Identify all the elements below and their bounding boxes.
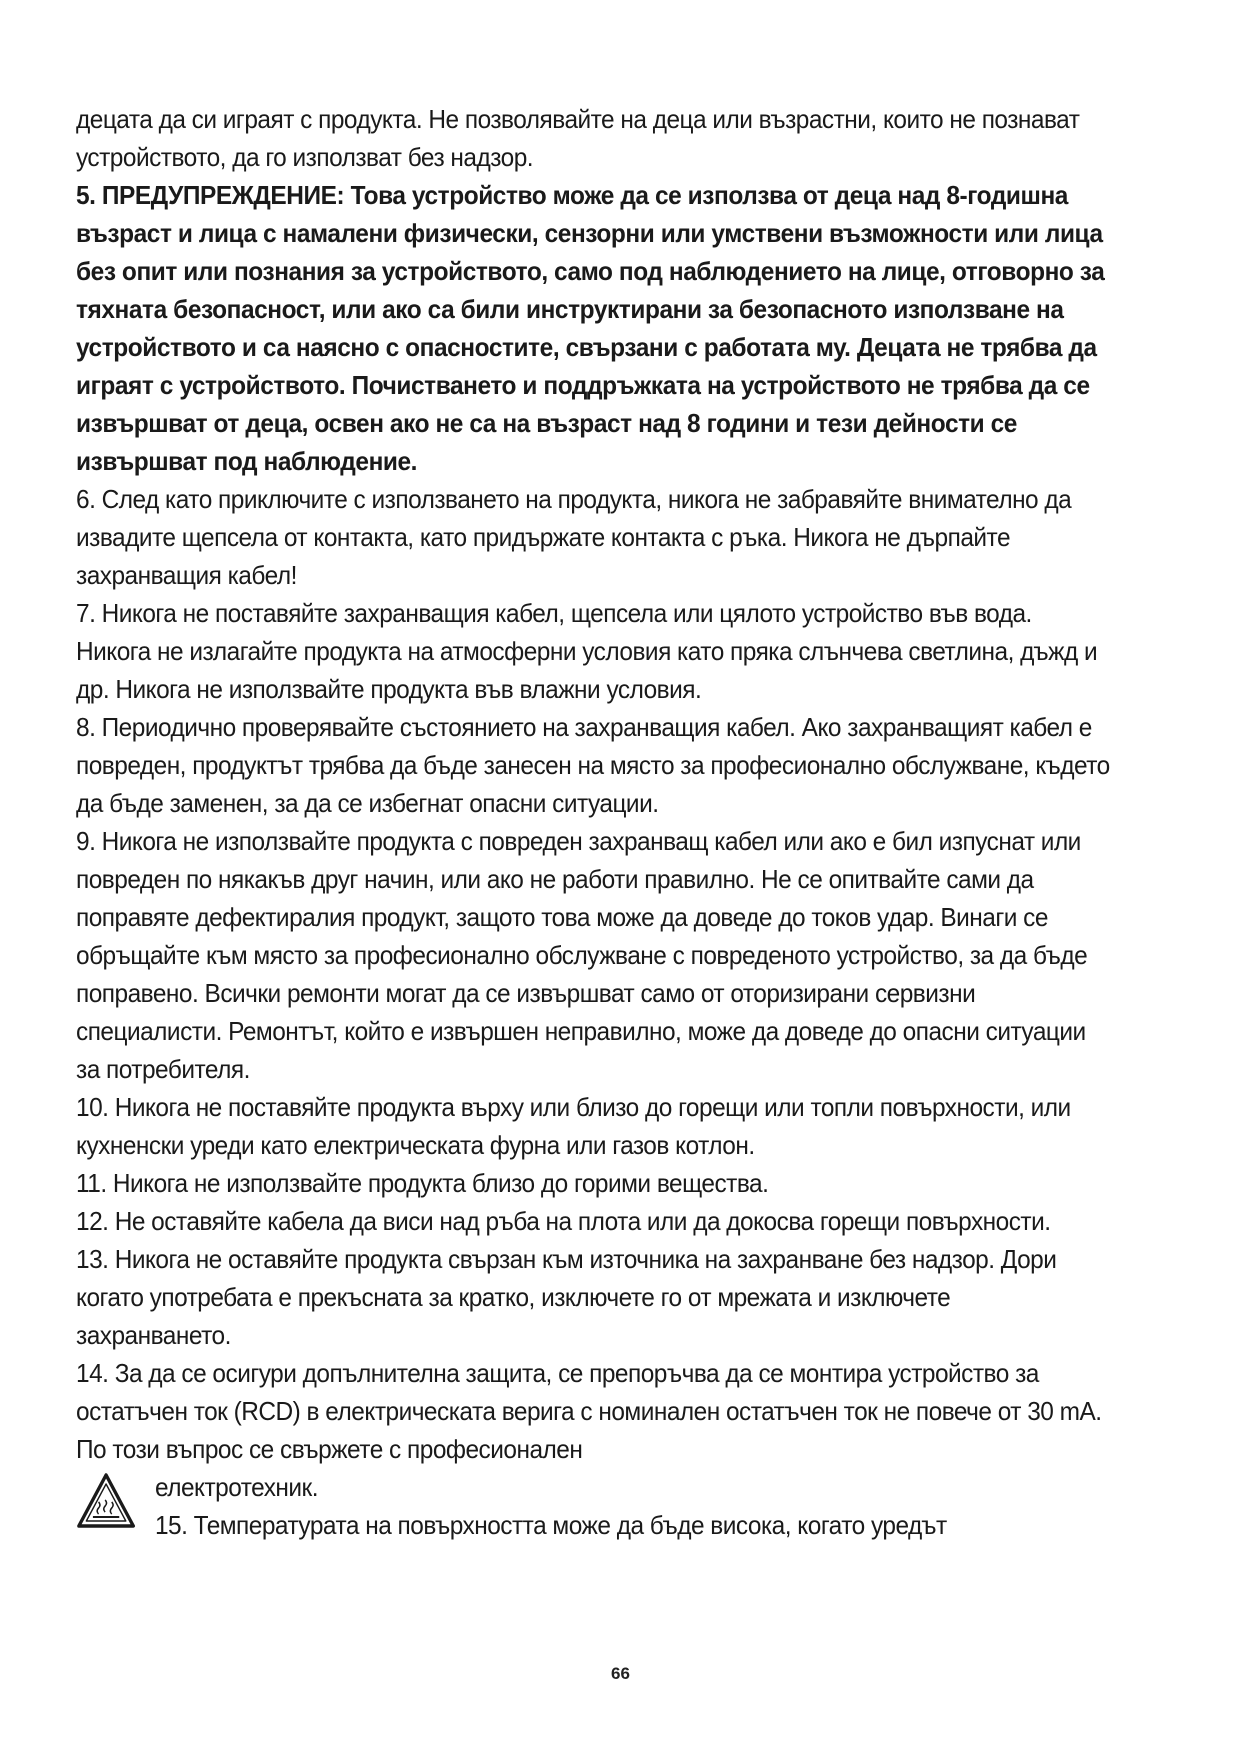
paragraph-item-9: 9. Никога не използвайте продукта с повреден захранващ кабел или ако е бил изпуснат или повреден по някакъв друг начин, или ако не работи правилно. Не се опитвайте сами да поправяте дефектиралия продукт, защото това може да доведе до токов удар. Винаги се обръщайте към място за професионално обслужване с повреденото устройство, за да бъде поправено. Всички ремонти могат да се извършват само от оторизирани сервизни специалисти. Ремонтът, който е извършен неправилно, може да доведе до опасни ситуации за потребителя. xyxy=(76,826,1088,1084)
paragraph-intro: децата да си играят с продукта. Не позволявайте на деца или възрастни, които не познават устройството, да го използват без надзор. xyxy=(76,104,1080,172)
document-body xyxy=(76,100,1110,1544)
paragraph-item-12: 12. Не оставяйте кабела да виси над ръба на плота или да докосва горещи повърхности. xyxy=(76,1206,1051,1236)
hot-surface-warning-block xyxy=(76,1468,1110,1544)
paragraph-item-14: 14. За да се осигури допълнителна защита, се препоръчва да се монтира устройство за остатъчен ток (RCD) в електрическата верига с номинален остатъчен ток не повече от 30 mA. По този въпрос се свържете с професионален xyxy=(76,1358,1102,1464)
paragraph-item-13: 13. Никога не оставяйте продукта свързан към източника на захранване без надзор. Дори когато употребата е прекъсната за кратко, изключете го от мрежата и изключете захранването. xyxy=(76,1244,1057,1350)
paragraph-item-15: 15. Температурата на повърхността може да бъде висока, когато уредът xyxy=(154,1510,947,1540)
paragraph-item-7: 7. Никога не поставяйте захранващия кабел, щепсела или цялото устройство във вода. Никога не излагайте продукта на атмосферни условия като пряка слънчева светлина, дъжд и др. Никога не използвайте продукта във влажни условия. xyxy=(76,598,1098,704)
paragraph-item-10: 10. Никога не поставяйте продукта върху или близо до горещи или топли повърхности, или кухненски уреди като електрическата фурна или газов котлон. xyxy=(76,1092,1071,1160)
paragraph-item-6: 6. След като приключите с използването на продукта, никога не забравяйте внимателно да извадите щепсела от контакта, като придържате контакта с ръка. Никога не дърпайте захранващия кабел! xyxy=(76,484,1072,590)
paragraph-warning-5: 5. ПРЕДУПРЕЖДЕНИЕ: Това устройство може да се използва от деца над 8-годишна възраст и лица с намалени физически, сензорни или умствени възможности или лица без опит или познания за устройството, само под наблюдението на лице, отговорно за тяхната безопасност, или ако са били инструктирани за безопасното използване на устройството и са наясно с опасностите, свързани с работата му. Децата не трябва да играят с устройството. Почистването и поддръжката на устройството не трябва да се извършват от деца, освен ако не са на възраст над 8 години и тези дейности се извършват под наблюдение. xyxy=(76,180,1105,476)
paragraph-item-8: 8. Периодично проверявайте състоянието на захранващия кабел. Ако захранващият кабел е повреден, продуктът трябва да бъде занесен на място за професионално обслужване, където да бъде заменен, за да се избегнат опасни ситуации. xyxy=(76,712,1110,818)
paragraph-item-14-end: електротехник. xyxy=(154,1472,318,1502)
hot-surface-warning-icon xyxy=(76,1472,136,1530)
page-number: 66 xyxy=(611,1664,630,1683)
paragraph-item-11: 11. Никога не използвайте продукта близо до горими вещества. xyxy=(76,1168,769,1198)
